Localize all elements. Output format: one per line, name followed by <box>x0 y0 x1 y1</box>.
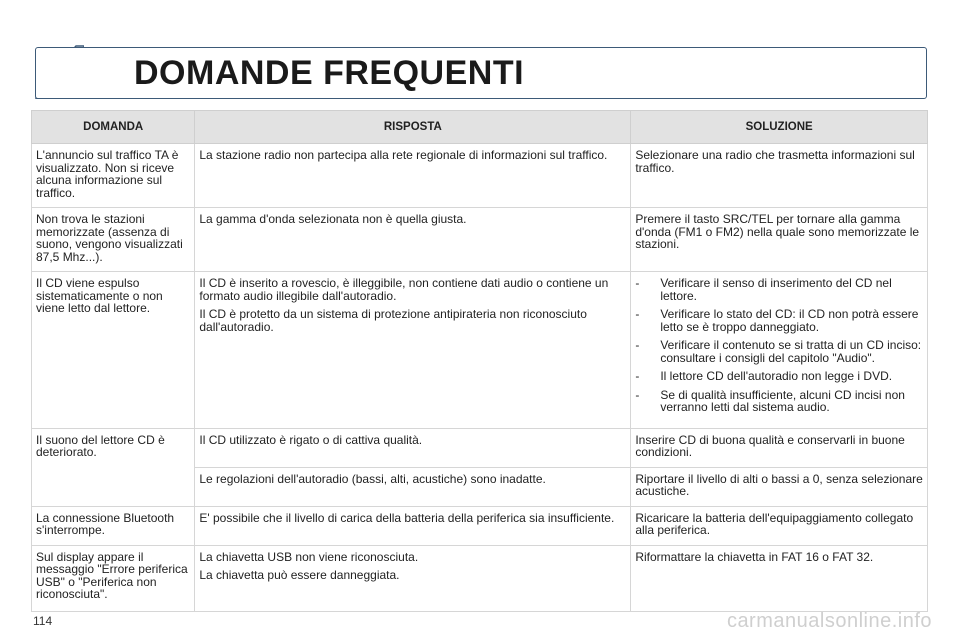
page-number: 114 <box>33 614 53 628</box>
solution-cell <box>631 208 928 272</box>
table-row <box>32 506 928 545</box>
solution-list <box>635 277 923 414</box>
solution-text: Selezionare una radio che trasmetta informazioni sul traffico. <box>635 148 915 175</box>
answer-text: E' possibile che il livello di carica della batteria della periferica sia insufficiente. <box>199 510 615 525</box>
question-text: Il suono del lettore CD è deteriorato. <box>36 432 165 459</box>
solution-text: Premere il tasto SRC/TEL per tornare alla gamma d'onda (FM1 o FM2) nella quale sono memorizzate le stazioni. <box>635 212 920 251</box>
table-header-row <box>32 111 928 144</box>
answer-text: Il CD è inserito a rovescio, è illeggibile, non contiene dati audio o contiene un formato audio illegibile dall'autoradio. <box>199 276 609 303</box>
question-text: L'annuncio sul traffico TA è visualizzato. Non si riceve alcuna informazione sul traffico. <box>36 148 179 200</box>
faq-table <box>31 110 928 612</box>
answer-cell <box>195 545 631 611</box>
table-row <box>32 545 928 611</box>
question-cell <box>32 208 195 272</box>
question-cell <box>32 545 195 611</box>
answer-text: La stazione radio non partecipa alla rete regionale di informazioni sul traffico. <box>199 148 608 162</box>
solution-text: Inserire CD di buona qualità e conservarli in buone condizioni. <box>635 432 905 459</box>
column-header-answer: RISPOSTA <box>195 111 631 144</box>
table-row <box>32 144 928 208</box>
solution-cell <box>631 506 928 545</box>
answer-text: La gamma d'onda selezionata non è quella giusta. <box>199 212 467 226</box>
answer-cell <box>195 272 631 429</box>
solution-text: Riformattare la chiavetta in FAT 16 o FAT 32. <box>635 549 874 564</box>
solution-list-item: - Verificare lo stato del CD: il CD non potrà essere letto se è troppo danneggiato. <box>635 308 923 333</box>
watermark: carmanualsonline.info <box>726 610 932 632</box>
solution-cell <box>631 144 928 208</box>
question-cell <box>32 428 195 506</box>
solution-cell <box>631 467 928 506</box>
solution-cell <box>631 428 928 467</box>
table-row <box>32 272 928 429</box>
table-row <box>32 428 928 467</box>
solution-list-item: - Il lettore CD dell'autoradio non legge i DVD. <box>635 370 923 383</box>
answer-text: La chiavetta USB non viene riconosciuta. <box>199 549 419 564</box>
solution-text: Ricaricare la batteria dell'equipaggiamento collegato alla periferica. <box>635 510 914 537</box>
answer-text: Le regolazioni dell'autoradio (bassi, alti, acustiche) sono inadatte. <box>199 471 546 486</box>
column-header-question: DOMANDA <box>32 111 195 144</box>
answer-cell <box>195 428 631 467</box>
table-row <box>32 208 928 272</box>
answer-cell <box>195 208 631 272</box>
question-cell <box>32 272 195 429</box>
answer-text: Il CD è protetto da un sistema di protezione antipirateria non riconosciuto dall'autoradio. <box>199 307 587 334</box>
page-title: DOMANDE FREQUENTI <box>134 54 525 92</box>
question-cell <box>32 506 195 545</box>
question-text: La connessione Bluetooth s'interrompe. <box>36 510 175 537</box>
answer-text: Il CD utilizzato è rigato o di cattiva qualità. <box>199 432 423 447</box>
solution-cell <box>631 272 928 429</box>
solution-list-item: - Se di qualità insufficiente, alcuni CD incisi non verranno letti dal sistema audio. <box>635 389 923 414</box>
answer-text: La chiavetta può essere danneggiata. <box>199 568 400 582</box>
answer-cell <box>195 467 631 506</box>
column-header-solution: SOLUZIONE <box>631 111 928 144</box>
solution-list-item: - Verificare il senso di inserimento del CD nel lettore. <box>635 277 923 302</box>
answer-cell <box>195 506 631 545</box>
question-text: Non trova le stazioni memorizzate (assenza di suono, vengono visualizzati 87,5 Mhz...). <box>36 212 183 264</box>
solution-text: Riportare il livello di alti o bassi a 0, senza selezionare acustiche. <box>635 471 923 498</box>
answer-cell <box>195 144 631 208</box>
solution-list-item: - Verificare il contenuto se si tratta di un CD inciso: consultare i consigli del capitolo "Audio". <box>635 339 923 364</box>
question-text: Sul display appare il messaggio "Errore periferica USB" o "Periferica non riconosciuta". <box>36 549 188 601</box>
question-text: Il CD viene espulso sistematicamente o non viene letto dal lettore. <box>36 276 163 315</box>
solution-cell <box>631 545 928 611</box>
question-cell <box>32 144 195 208</box>
